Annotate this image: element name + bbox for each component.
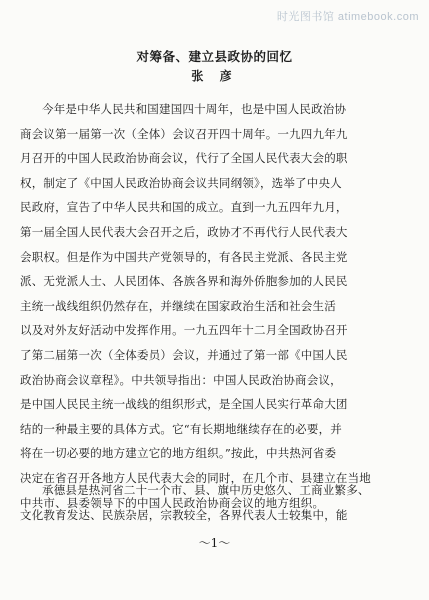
text-line: 以及对外友好活动中发挥作用。一九五四年十二月全国政协召开 <box>20 323 348 338</box>
text-line: 第一届全国人民代表大会召开之后，政协才不再代行人民代表大 <box>20 224 348 239</box>
text-line: 将在一切必要的地方建立它的地方组织。”按此，中共热河省委 <box>20 446 337 461</box>
text-line: 月召开的中国人民政治协商会议，代行了全国人民代表大会的职 <box>20 151 348 166</box>
text-line: 承德县是热河省二十一个市、县、旗中历史悠久、工商业繁多、 <box>42 483 370 497</box>
text-line: 商会议第一届第一次（全体）会议召开四十周年。一九四九年九 <box>20 126 348 141</box>
paragraph-1 <box>20 97 422 515</box>
text-line: 会职权。但是作为中国共产党领导的，有各民主党派、各民主党 <box>20 249 348 264</box>
text-line: 政治协商会议章程》。中共领导指出：中国人民政治协商会议， <box>20 372 342 387</box>
text-line: 派、无党派人士、人民团体、各族各界和海外侨胞参加的人民民 <box>20 274 348 289</box>
text-line: 了第二届第一次（全体委员）会议，并通过了第一部《中国人民 <box>20 347 348 362</box>
page-number: ～1～ <box>198 536 231 550</box>
text-line: 民政府，宣告了中华人民共和国的成立。直到一九五四年九月， <box>20 200 348 215</box>
document-title: 对筹备、建立县政协的回忆 <box>136 49 293 64</box>
text-line: 主统一战线组织仍然存在，并继续在国家政治生活和社会生活 <box>20 298 336 313</box>
paragraph-2 <box>20 478 422 527</box>
watermark: 时光图书馆 atimebook.com <box>276 11 419 23</box>
text-line: 是中国人民民主统一战线的组织形式，是全国人民实行革命大团 <box>20 397 348 412</box>
text-line: 权，制定了《中国人民政治协商会议共同纲领》，选举了中央人 <box>20 175 342 190</box>
text-line: 结的一种最主要的具体方式。它“有长期地继续存在的必要，并 <box>20 421 342 436</box>
author-name: 张 彦 <box>191 69 238 83</box>
text-line: 中共市、县委领导下的中国人民政治协商会议的地方组织。 <box>20 495 325 510</box>
text-line: 今年是中华人民共和国建国四十周年，也是中国人民政治协 <box>42 102 347 116</box>
text-line: 决定在省召开各地方人民代表大会的同时，在几个市、县建立在当地 <box>20 470 371 485</box>
text-line: 文化教育发达、民族杂居，宗教较全，各界代表人士较集中，能 <box>20 507 348 522</box>
